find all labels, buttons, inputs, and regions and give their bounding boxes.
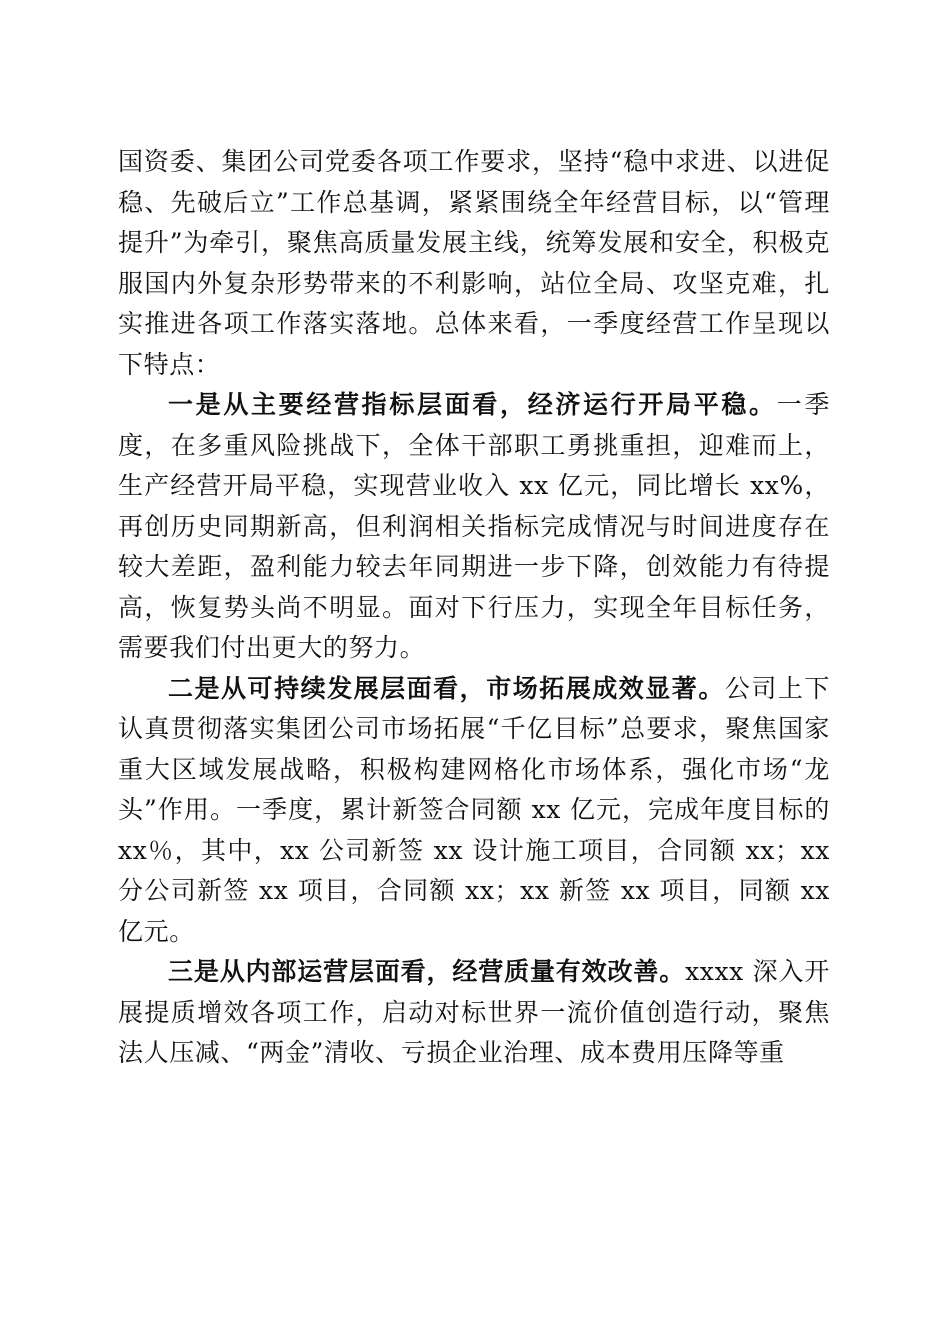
paragraph-text: 公司上下认真贯彻落实集团公司市场拓展“千亿目标”总要求，聚焦国家重大区域发展战略，积极构建网格化市场体系，强化市场“龙头”作用。一季度，累计新签合同额 xx 亿元，完成年度目标的 xx％，其中，xx 公司新签 xx 设计施工项目，合同额 xx；xx 分公司新签 xx 项目，合同额 xx；xx 新签 xx 项目，同额 xx 亿元。 <box>118 673 830 946</box>
paragraph-text: xxxx 深入开展提质增效各项工作，启动对标世界一流价值创造行动，聚焦法人压减、“两金”清收、亏损企业治理、成本费用压降等重 <box>118 957 830 1067</box>
paragraph-lead-bold: 一是从主要经营指标层面看，经济运行开局平稳。 <box>168 390 777 419</box>
paragraph-internal-operations <box>118 952 830 1074</box>
paragraph-text: 一季度，在多重风险挑战下，全体干部职工勇挑重担，迎难而上，生产经营开局平稳，实现营业收入 xx 亿元，同比增长 xx%，再创历史同期新高，但利润相关指标完成情况与时间进度存在较大差距，盈利能力较去年同期进一步下降，创效能力有待提高，恢复势头尚不明显。面对下行压力，实现全年目标任务，需要我们付出更大的努力。 <box>118 390 831 662</box>
paragraph-lead-bold: 三是从内部运营层面看，经营质量有效改善。 <box>168 957 686 986</box>
paragraph-text: 国资委、集团公司党委各项工作要求，坚持“稳中求进、以进促稳、先破后立”工作总基调，紧紧围绕全年经营目标，以“管理提升”为牵引，聚焦高质量发展主线，统筹发展和安全，积极克服国内外复杂形势带来的不利影响，站位全局、攻坚克难，扎实推进各项工作落实落地。总体来看，一季度经营工作呈现以下特点： <box>118 147 830 379</box>
paragraph-operating-indicators <box>118 385 830 669</box>
paragraph-market-expansion <box>118 669 830 953</box>
paragraph-intro <box>118 142 830 385</box>
paragraph-lead-bold: 二是从可持续发展层面看，市场拓展成效显著。 <box>168 673 725 703</box>
document-body <box>118 142 830 1074</box>
